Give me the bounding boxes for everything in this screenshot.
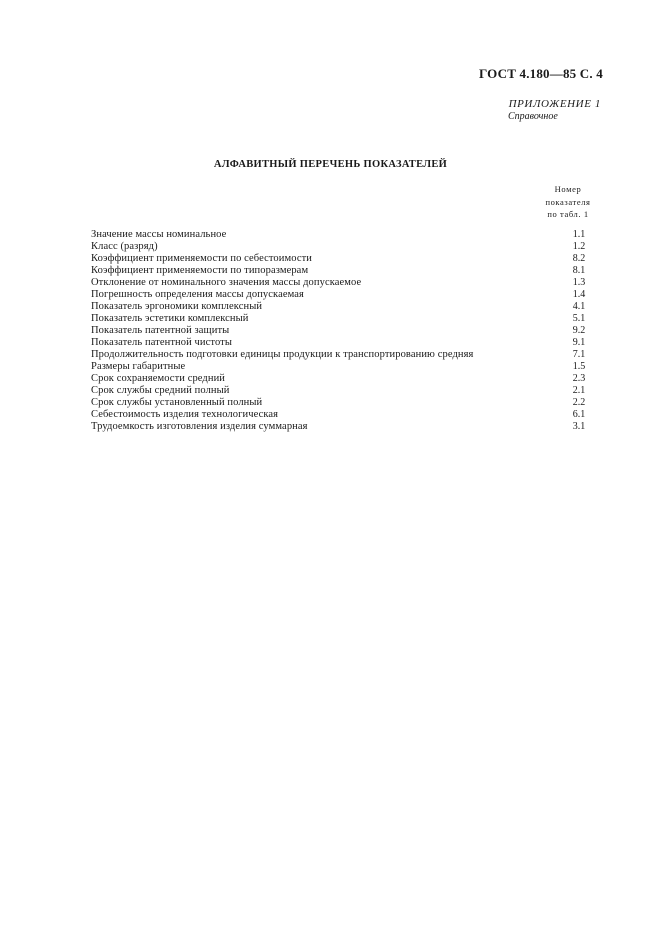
list-item <box>91 361 599 373</box>
indicator-name: Срок службы установленный полный <box>91 397 263 408</box>
indicator-number: 1.5 <box>572 361 586 372</box>
indicator-number: 1.3 <box>572 277 586 288</box>
indicator-name: Срок службы средний полный <box>91 385 230 396</box>
indicator-name: Отклонение от номинального значения массы допускаемое <box>91 277 362 288</box>
indicator-number: 8.1 <box>572 265 586 276</box>
indicator-number: 6.1 <box>572 409 586 420</box>
list-item <box>91 265 599 277</box>
indicator-name: Трудоемкость изготовления изделия суммарная <box>91 421 308 432</box>
list-item <box>91 241 599 253</box>
list-item <box>91 349 599 361</box>
column-header <box>540 183 596 221</box>
indicator-number: 7.1 <box>572 349 586 360</box>
list-item <box>91 325 599 337</box>
indicator-number: 2.2 <box>572 397 586 408</box>
indicator-number: 5.1 <box>572 313 586 324</box>
column-header-line: по табл. 1 <box>547 209 589 219</box>
indicator-number: 1.1 <box>572 229 586 240</box>
indicator-name: Погрешность определения массы допускаемая <box>91 289 304 300</box>
indicator-name: Показатель патентной защиты <box>91 325 230 336</box>
appendix-label: ПРИЛОЖЕНИЕ 1 <box>508 98 601 110</box>
list-item <box>91 421 599 433</box>
indicator-name: Показатель патентной чистоты <box>91 337 233 348</box>
list-item <box>91 301 599 313</box>
page-title: АЛФАВИТНЫЙ ПЕРЕЧЕНЬ ПОКАЗАТЕЛЕЙ <box>213 159 448 170</box>
indicator-number: 1.4 <box>572 289 586 300</box>
list-item <box>91 253 599 265</box>
indicator-number: 4.1 <box>572 301 586 312</box>
document-reference: ГОСТ 4.180—85 С. 4 <box>478 66 603 81</box>
indicator-name: Коэффициент применяемости по типоразмерам <box>91 265 309 276</box>
list-item <box>91 385 599 397</box>
list-item <box>91 313 599 325</box>
indicator-name: Срок сохраняемости средний <box>91 373 226 384</box>
indicator-number: 9.2 <box>572 325 586 336</box>
list-item <box>91 409 599 421</box>
reference-label: Справочное <box>508 111 558 122</box>
list-item <box>91 337 599 349</box>
list-item <box>91 373 599 385</box>
indicator-name: Значение массы номинальное <box>91 229 227 240</box>
indicator-name: Показатель эргономики комплексный <box>91 301 263 312</box>
indicator-name: Себестоимость изделия технологическая <box>91 409 279 420</box>
indicator-number: 2.1 <box>572 385 586 396</box>
list-item <box>91 397 599 409</box>
indicator-name: Класс (разряд) <box>91 241 158 252</box>
indicator-name: Показатель эстетики комплексный <box>91 313 249 324</box>
indicator-name: Продолжительность подготовки единицы продукции к транспортированию средняя <box>91 349 474 360</box>
indicator-number: 8.2 <box>572 253 586 264</box>
column-header-line: показателя <box>545 196 591 207</box>
indicator-number: 3.1 <box>572 421 586 432</box>
indicator-list <box>91 229 599 433</box>
indicator-name: Коэффициент применяемости по себестоимости <box>91 253 313 264</box>
list-item <box>91 277 599 289</box>
list-item <box>91 289 599 301</box>
indicator-name: Размеры габаритные <box>91 361 186 372</box>
indicator-number: 1.2 <box>572 241 586 252</box>
indicator-number: 2.3 <box>572 373 586 384</box>
indicator-number: 9.1 <box>572 337 586 348</box>
list-item <box>91 229 599 241</box>
column-header-line: Номер <box>554 184 582 194</box>
